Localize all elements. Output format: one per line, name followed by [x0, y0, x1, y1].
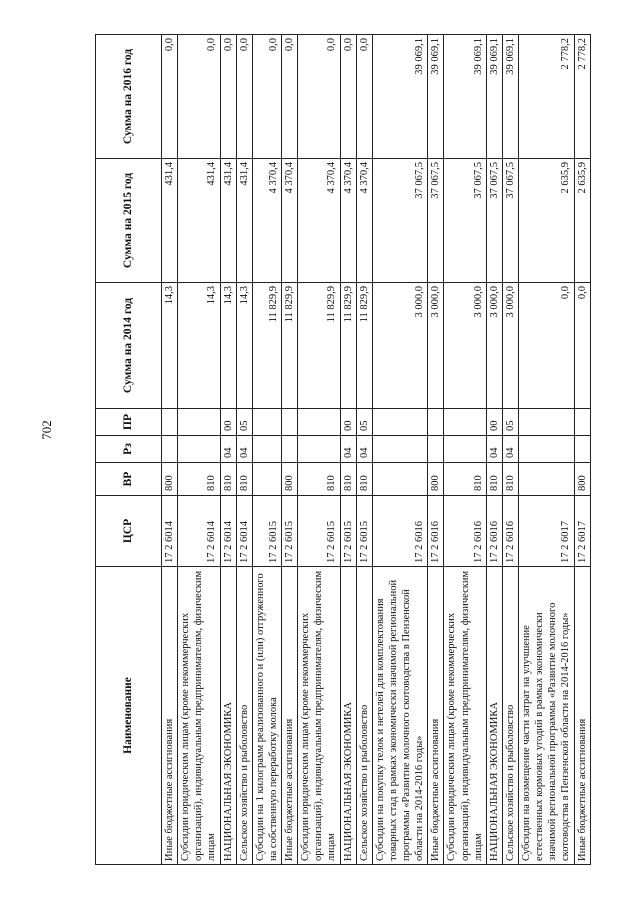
cell-rz: [372, 436, 428, 463]
cell-csr: 17 2 6017: [519, 496, 575, 567]
cell-2016: 0,0: [340, 35, 356, 159]
cell-vr: 810: [486, 463, 502, 496]
cell-name: Субсидии юридическим лицам (кроме некоммерческих организаций), индивидуальным предпринимателям, физическим лицам: [298, 567, 340, 865]
cell-rz: [178, 436, 220, 463]
table-row: [220, 35, 236, 865]
cell-2014: 3 000,0: [502, 283, 518, 409]
cell-2016: 2 778,2: [519, 35, 575, 159]
cell-2016: 0,0: [162, 35, 178, 159]
table-row: [502, 35, 518, 865]
cell-pr: [372, 409, 428, 436]
cell-name: Субсидии юридическим лицам (кроме некоммерческих организаций), индивидуальным предпринимателям, физическим лицам: [444, 567, 486, 865]
table-body: [162, 35, 591, 865]
cell-2015: 4 370,4: [252, 159, 281, 283]
cell-2016: 0,0: [282, 35, 298, 159]
cell-name: НАЦИОНАЛЬНАЯ ЭКОНОМИКА: [340, 567, 356, 865]
cell-vr: [372, 463, 428, 496]
cell-2014: 0,0: [519, 283, 575, 409]
cell-vr: [252, 463, 281, 496]
cell-csr: 17 2 6015: [340, 496, 356, 567]
cell-2014: 3 000,0: [428, 283, 444, 409]
cell-name: Сельское хозяйство и рыболовство: [502, 567, 518, 865]
cell-vr: 800: [428, 463, 444, 496]
cell-vr: 800: [162, 463, 178, 496]
cell-csr: 17 2 6016: [428, 496, 444, 567]
cell-2015: 37 067,5: [502, 159, 518, 283]
cell-rz: [298, 436, 340, 463]
cell-csr: 17 2 6015: [356, 496, 372, 567]
cell-2015: 431,4: [162, 159, 178, 283]
cell-pr: [428, 409, 444, 436]
cell-csr: 17 2 6014: [236, 496, 252, 567]
cell-2016: 39 069,1: [372, 35, 428, 159]
cell-vr: [519, 463, 575, 496]
table-row: [356, 35, 372, 865]
cell-2015: 37 067,5: [444, 159, 486, 283]
cell-2015: 37 067,5: [372, 159, 428, 283]
cell-name: Иные бюджетные ассигнования: [282, 567, 298, 865]
cell-vr: 810: [220, 463, 236, 496]
cell-vr: 800: [574, 463, 590, 496]
table-row: [162, 35, 178, 865]
cell-name: Субсидии на покупку телок и нетелей для комплектования товарных стад в рамках экономически значимой региональной программы «Развитие молочного скотоводства в Пензенской области на 2014-2016 годы»: [372, 567, 428, 865]
cell-pr: 00: [486, 409, 502, 436]
table-row: [444, 35, 486, 865]
cell-2015: 431,4: [236, 159, 252, 283]
cell-rz: [252, 436, 281, 463]
cell-2015: 2 635,9: [574, 159, 590, 283]
cell-2016: 39 069,1: [502, 35, 518, 159]
cell-name: Сельское хозяйство и рыболовство: [236, 567, 252, 865]
cell-rz: [428, 436, 444, 463]
col-header-name: Наименование: [96, 567, 162, 865]
cell-csr: 17 2 6014: [178, 496, 220, 567]
cell-csr: 17 2 6015: [252, 496, 281, 567]
cell-vr: 810: [444, 463, 486, 496]
cell-2016: 0,0: [220, 35, 236, 159]
cell-pr: 00: [340, 409, 356, 436]
cell-2014: 3 000,0: [486, 283, 502, 409]
cell-name: Иные бюджетные ассигнования: [162, 567, 178, 865]
cell-pr: 05: [356, 409, 372, 436]
rotated-page: [95, 35, 588, 865]
cell-2014: 3 000,0: [444, 283, 486, 409]
page-number: 702: [39, 420, 54, 440]
cell-vr: 810: [236, 463, 252, 496]
col-header-pr: ПР: [96, 409, 162, 436]
cell-name: Иные бюджетные ассигнования: [428, 567, 444, 865]
col-header-2014: Сумма на 2014 год: [96, 283, 162, 409]
cell-vr: 810: [298, 463, 340, 496]
cell-rz: [574, 436, 590, 463]
cell-csr: 17 2 6016: [502, 496, 518, 567]
cell-2016: 2 778,2: [574, 35, 590, 159]
cell-pr: [444, 409, 486, 436]
col-header-vr: ВР: [96, 463, 162, 496]
cell-rz: [282, 436, 298, 463]
cell-name: Субсидии на 1 килограмм реализованного и (или) отгруженного на собственную переработку молока: [252, 567, 281, 865]
cell-2014: 14,3: [178, 283, 220, 409]
table-row: [519, 35, 575, 865]
cell-2016: 39 069,1: [428, 35, 444, 159]
cell-rz: [519, 436, 575, 463]
cell-vr: 810: [356, 463, 372, 496]
cell-2015: 4 370,4: [340, 159, 356, 283]
table-row: [282, 35, 298, 865]
cell-name: Субсидии на возмещение части затрат на улучшение естественных кормовых угодий в рамках экономически значимой региональной программы «Развитие молочного скотоводства в Пензенской области на 2014-2016 годы»: [519, 567, 575, 865]
cell-2016: 0,0: [178, 35, 220, 159]
cell-vr: 810: [178, 463, 220, 496]
table-row: [252, 35, 281, 865]
cell-rz: 04: [236, 436, 252, 463]
cell-pr: 05: [236, 409, 252, 436]
cell-2014: 14,3: [220, 283, 236, 409]
cell-pr: [519, 409, 575, 436]
cell-pr: [178, 409, 220, 436]
table-row: [298, 35, 340, 865]
cell-2016: 0,0: [236, 35, 252, 159]
table-row: [574, 35, 590, 865]
cell-2014: 11 829,9: [356, 283, 372, 409]
cell-csr: 17 2 6015: [298, 496, 340, 567]
col-header-csr: ЦСР: [96, 496, 162, 567]
cell-rz: [444, 436, 486, 463]
cell-2014: 3 000,0: [372, 283, 428, 409]
cell-pr: [298, 409, 340, 436]
cell-name: Сельское хозяйство и рыболовство: [356, 567, 372, 865]
cell-csr: 17 2 6016: [372, 496, 428, 567]
cell-2016: 0,0: [356, 35, 372, 159]
col-header-2016: Сумма на 2016 год: [96, 35, 162, 159]
table-row: [178, 35, 220, 865]
cell-2014: 0,0: [574, 283, 590, 409]
cell-2015: 4 370,4: [282, 159, 298, 283]
table-row: [372, 35, 428, 865]
cell-rz: 04: [220, 436, 236, 463]
cell-2014: 11 829,9: [252, 283, 281, 409]
col-header-rz: Рз: [96, 436, 162, 463]
cell-rz: 04: [356, 436, 372, 463]
cell-2016: 0,0: [298, 35, 340, 159]
cell-2014: 11 829,9: [340, 283, 356, 409]
cell-2015: 431,4: [220, 159, 236, 283]
cell-2016: 0,0: [252, 35, 281, 159]
cell-2015: 431,4: [178, 159, 220, 283]
cell-pr: [162, 409, 178, 436]
cell-rz: [162, 436, 178, 463]
cell-pr: 05: [502, 409, 518, 436]
cell-csr: 17 2 6017: [574, 496, 590, 567]
cell-vr: 810: [502, 463, 518, 496]
cell-2014: 14,3: [236, 283, 252, 409]
cell-2015: 4 370,4: [356, 159, 372, 283]
cell-2015: 4 370,4: [298, 159, 340, 283]
cell-2014: 11 829,9: [298, 283, 340, 409]
table-row: [340, 35, 356, 865]
cell-2015: 2 635,9: [519, 159, 575, 283]
cell-name: НАЦИОНАЛЬНАЯ ЭКОНОМИКА: [486, 567, 502, 865]
cell-vr: 800: [282, 463, 298, 496]
cell-csr: 17 2 6016: [444, 496, 486, 567]
cell-2014: 14,3: [162, 283, 178, 409]
cell-2014: 11 829,9: [282, 283, 298, 409]
table-row: [428, 35, 444, 865]
cell-name: НАЦИОНАЛЬНАЯ ЭКОНОМИКА: [220, 567, 236, 865]
cell-pr: [282, 409, 298, 436]
cell-csr: 17 2 6014: [220, 496, 236, 567]
cell-2015: 37 067,5: [486, 159, 502, 283]
cell-name: Иные бюджетные ассигнования: [574, 567, 590, 865]
cell-2016: 39 069,1: [486, 35, 502, 159]
cell-pr: [574, 409, 590, 436]
cell-rz: 04: [486, 436, 502, 463]
cell-2015: 37 067,5: [428, 159, 444, 283]
header-row: [96, 35, 162, 865]
cell-csr: 17 2 6014: [162, 496, 178, 567]
col-header-2015: Сумма на 2015 год: [96, 159, 162, 283]
cell-2016: 39 069,1: [444, 35, 486, 159]
cell-rz: 04: [502, 436, 518, 463]
cell-rz: 04: [340, 436, 356, 463]
cell-csr: 17 2 6015: [282, 496, 298, 567]
cell-pr: [252, 409, 281, 436]
table-row: [486, 35, 502, 865]
cell-csr: 17 2 6016: [486, 496, 502, 567]
cell-name: Субсидии юридическим лицам (кроме некоммерческих организаций), индивидуальным предпринимателям, физическим лицам: [178, 567, 220, 865]
table-row: [236, 35, 252, 865]
cell-pr: 00: [220, 409, 236, 436]
cell-vr: 810: [340, 463, 356, 496]
budget-table: [95, 34, 591, 865]
